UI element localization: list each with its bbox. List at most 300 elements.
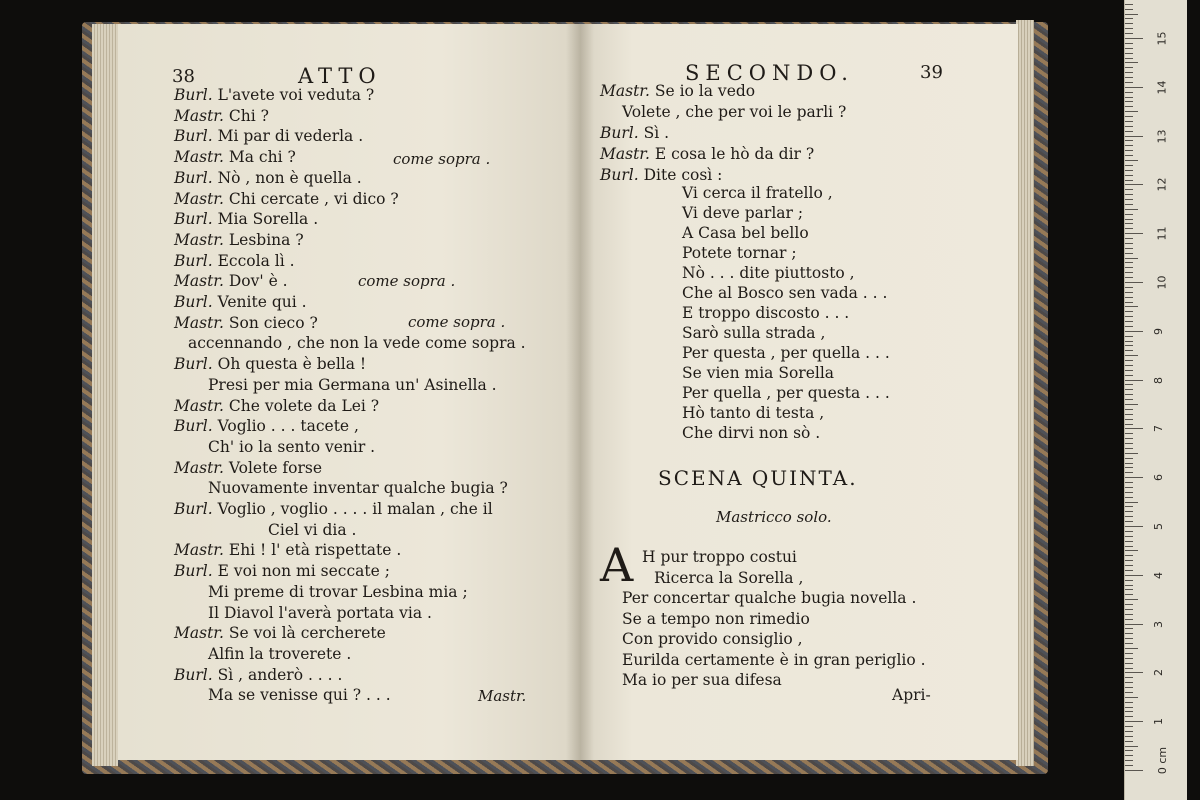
- ruler-tick: [1125, 511, 1133, 512]
- ruler-tick: [1125, 267, 1133, 268]
- ruler-number: 6: [1152, 474, 1165, 482]
- speaker-name: Mastr.: [174, 313, 224, 332]
- speaker-name: Mastr.: [174, 541, 224, 560]
- play-line: [174, 355, 366, 373]
- ruler-unit-label: 0 cm: [1156, 746, 1170, 775]
- ruler-tick: [1125, 668, 1133, 669]
- play-line: [174, 190, 399, 208]
- dialogue-text: Ciel vi dia .: [268, 520, 357, 539]
- play-line: [174, 210, 318, 228]
- dialogue-text: Mia Sorella .: [217, 210, 319, 229]
- ruler-tick: [1125, 472, 1133, 473]
- ruler-tick: [1125, 297, 1133, 298]
- play-line: [174, 500, 493, 518]
- ruler-tick: [1125, 345, 1133, 346]
- ruler-tick: [1125, 438, 1133, 439]
- ruler-tick: [1125, 4, 1133, 5]
- ruler-tick: [1125, 150, 1133, 151]
- ruler-tick: [1125, 131, 1133, 132]
- ruler-tick: [1125, 184, 1143, 185]
- ruler-tick: [1125, 67, 1133, 68]
- ruler-tick: [1125, 194, 1133, 195]
- play-line: [208, 438, 375, 456]
- song-line: Sarò sulla strada ,: [682, 324, 826, 342]
- ruler-tick: [1125, 736, 1133, 737]
- ruler-tick: [1125, 170, 1133, 171]
- play-line: [268, 521, 357, 539]
- speaker-name: Mastr.: [174, 396, 224, 415]
- ruler-tick: [1125, 550, 1138, 551]
- play-line: [622, 103, 846, 121]
- ruler-tick: [1125, 628, 1133, 629]
- speaker-name: Burl.: [174, 562, 213, 581]
- ruler-tick: [1125, 546, 1133, 547]
- play-line: [174, 169, 362, 187]
- page-number: 39: [920, 62, 943, 83]
- dialogue-text: Sì , anderò . . . .: [217, 665, 343, 684]
- ruler-tick: [1125, 741, 1133, 742]
- ruler-number: 15: [1155, 31, 1169, 46]
- ruler-tick: [1125, 219, 1133, 220]
- ruler-tick: [1125, 82, 1133, 83]
- ruler-tick: [1125, 399, 1133, 400]
- ruler-tick: [1125, 692, 1133, 693]
- ruler-tick: [1125, 33, 1133, 34]
- stage-direction: come sopra .: [408, 313, 506, 331]
- ruler-tick: [1125, 682, 1133, 683]
- ruler-tick: [1125, 180, 1133, 181]
- monologue-line: Con provido consiglio ,: [622, 630, 803, 648]
- ruler-tick: [1125, 199, 1133, 200]
- ruler-tick: [1125, 726, 1133, 727]
- ruler-tick: [1125, 9, 1133, 10]
- dialogue-text: Ehi ! l' età rispettate .: [228, 541, 402, 560]
- dialogue-text: Chi ?: [228, 106, 269, 125]
- dialogue-text: Alfin la troverete .: [208, 644, 352, 663]
- ruler-tick: [1125, 482, 1133, 483]
- ruler-tick: [1125, 555, 1133, 556]
- ruler-tick: [1125, 492, 1133, 493]
- play-line: [208, 645, 351, 663]
- ruler-tick: [1125, 467, 1133, 468]
- play-line: [600, 166, 722, 184]
- speaker-name: Burl.: [174, 417, 213, 436]
- ruler-tick: [1125, 384, 1133, 385]
- ruler-tick: [1125, 77, 1133, 78]
- ruler-number: 10: [1155, 275, 1169, 290]
- ruler-tick: [1125, 262, 1133, 263]
- ruler-tick: [1125, 43, 1133, 44]
- ruler-tick: [1125, 238, 1133, 239]
- ruler-tick: [1125, 155, 1133, 156]
- play-line: [208, 479, 508, 497]
- play-line: [174, 252, 295, 270]
- song-line: A Casa bel bello: [682, 224, 809, 242]
- ruler-tick: [1125, 433, 1133, 434]
- dialogue-text: Lesbina ?: [228, 230, 304, 249]
- ruler-tick: [1125, 541, 1133, 542]
- dialogue-text: Oh questa è bella !: [217, 355, 367, 374]
- ruler-tick: [1125, 575, 1143, 576]
- ruler-tick: [1125, 716, 1133, 717]
- ruler-tick: [1125, 160, 1138, 161]
- play-line: [174, 666, 342, 684]
- ruler-tick: [1125, 409, 1133, 410]
- speaker-name: Burl.: [174, 293, 213, 311]
- ruler-number: 14: [1155, 80, 1169, 95]
- stage-direction: come sopra .: [393, 150, 491, 168]
- ruler-tick: [1125, 672, 1143, 673]
- ruler-tick: [1125, 48, 1133, 49]
- ruler-tick: [1125, 375, 1133, 376]
- ruler-tick: [1125, 126, 1133, 127]
- dialogue-text: Mi preme di trovar Lesbina mia ;: [208, 582, 468, 601]
- dialogue-text: Venite qui .: [217, 293, 307, 311]
- ruler-tick: [1125, 97, 1133, 98]
- ruler-tick: [1125, 458, 1133, 459]
- ruler-tick: [1125, 658, 1133, 659]
- stage-direction: come sopra .: [358, 272, 456, 290]
- play-line: [174, 397, 379, 415]
- ruler-tick: [1125, 306, 1138, 307]
- ruler-tick: [1125, 731, 1133, 732]
- speaker-name: Mastr.: [600, 82, 650, 100]
- ruler-tick: [1125, 326, 1133, 327]
- ruler-tick: [1125, 72, 1133, 73]
- dialogue-text: Volete forse: [228, 458, 323, 477]
- ruler-number: 4: [1152, 571, 1165, 579]
- ruler-tick: [1125, 243, 1133, 244]
- ruler-tick: [1125, 521, 1133, 522]
- speaker-name: Burl.: [174, 500, 213, 518]
- dialogue-text: Se voi là cercherete: [228, 624, 386, 643]
- ruler-tick: [1125, 687, 1133, 688]
- play-line: [174, 417, 359, 435]
- ruler-tick: [1125, 463, 1133, 464]
- ruler-tick: [1125, 502, 1138, 503]
- ruler-tick: [1125, 292, 1133, 293]
- ruler-tick: [1125, 253, 1133, 254]
- dialogue-text: L'avete voi veduta ?: [217, 86, 375, 104]
- play-line: [600, 124, 669, 142]
- dialogue-text: Dite così :: [643, 166, 723, 184]
- monologue-line: Se a tempo non rimedio: [622, 609, 810, 628]
- dialogue-text: Ch' io la sento venir .: [208, 437, 376, 456]
- dialogue-text: E voi non mi seccate ;: [217, 562, 390, 581]
- page-edges-right: [1016, 20, 1034, 766]
- running-header: SECONDO.: [685, 61, 854, 85]
- ruler-tick: [1125, 643, 1133, 644]
- ruler-tick: [1125, 531, 1133, 532]
- speaker-name: Burl.: [174, 251, 213, 270]
- ruler-tick: [1125, 648, 1138, 649]
- ruler-tick: [1125, 663, 1133, 664]
- dialogue-text: Ma chi ?: [228, 148, 296, 167]
- ruler-tick: [1125, 145, 1133, 146]
- ruler-tick: [1125, 585, 1133, 586]
- ruler-tick: [1125, 101, 1133, 102]
- play-line: [174, 624, 386, 642]
- monologue-line: H pur troppo costui: [642, 548, 797, 566]
- song-line: Vi cerca il fratello ,: [682, 184, 833, 202]
- speaker-name: Mastr.: [174, 624, 224, 643]
- ruler-tick: [1125, 589, 1133, 590]
- ruler-tick: [1125, 87, 1143, 88]
- dialogue-text: E cosa le hò da dir ?: [654, 145, 815, 163]
- play-line: [174, 459, 322, 477]
- dialogue-text: Son cieco ?: [228, 313, 318, 332]
- song-line: Che al Bosco sen vada . . .: [682, 284, 888, 302]
- speaker-name: Mastr.: [174, 148, 224, 167]
- ruler-tick: [1125, 14, 1138, 15]
- ruler-tick: [1125, 653, 1133, 654]
- ruler-tick: [1125, 526, 1143, 527]
- ruler-tick: [1125, 619, 1133, 620]
- song-line: E troppo discosto . . .: [682, 304, 850, 322]
- dialogue-text: Nuovamente inventar qualche bugia ?: [208, 479, 508, 498]
- dialogue-text: Se io la vedo: [654, 82, 756, 100]
- ruler-tick: [1125, 277, 1133, 278]
- song-line: Hò tanto di testa ,: [682, 404, 825, 422]
- ruler-tick: [1125, 633, 1133, 634]
- book-gutter: [566, 24, 594, 760]
- ruler-tick: [1125, 560, 1133, 561]
- dialogue-text: Dov' è .: [228, 272, 288, 291]
- play-line: [188, 334, 526, 352]
- ruler-tick: [1125, 414, 1133, 415]
- play-line: [174, 541, 401, 559]
- ruler-tick: [1125, 404, 1138, 405]
- play-line: [174, 107, 269, 125]
- speaker-name: Burl.: [174, 355, 213, 374]
- ruler-tick: [1125, 453, 1138, 454]
- ruler-tick: [1125, 233, 1143, 234]
- ruler-tick: [1125, 599, 1138, 600]
- dialogue-text: Volete , che per voi le parli ?: [622, 103, 847, 121]
- ruler-tick: [1125, 565, 1133, 566]
- speaker-name: Mastr.: [600, 145, 650, 163]
- ruler-tick: [1125, 497, 1133, 498]
- speaker-name: Mastr.: [174, 106, 224, 125]
- ruler-number: 8: [1152, 376, 1165, 384]
- ruler-number: 5: [1152, 523, 1165, 530]
- running-header: ATTO: [298, 64, 382, 88]
- catchword: Mastr.: [478, 687, 527, 705]
- ruler-tick: [1125, 175, 1133, 176]
- ruler-tick: [1125, 228, 1133, 229]
- ruler-tick: [1125, 106, 1133, 107]
- ruler-tick: [1125, 760, 1133, 761]
- ruler-tick: [1125, 448, 1133, 449]
- dialogue-text: Sì .: [643, 124, 670, 142]
- dialogue-text: Il Diavol l'averà portata via .: [208, 603, 432, 622]
- speaker-name: Mastr.: [174, 189, 224, 208]
- ruler-tick: [1125, 23, 1133, 24]
- ruler-tick: [1125, 58, 1133, 59]
- ruler-tick: [1125, 443, 1133, 444]
- speaker-name: Burl.: [174, 168, 213, 187]
- ruler-tick: [1125, 477, 1143, 478]
- ruler-tick: [1125, 360, 1133, 361]
- ruler-tick: [1125, 506, 1133, 507]
- dialogue-text: Voglio . . . tacete ,: [217, 417, 359, 436]
- ruler-tick: [1125, 609, 1133, 610]
- speaker-name: Burl.: [174, 86, 213, 104]
- ruler-tick: [1125, 302, 1133, 303]
- speaker-name: Burl.: [174, 127, 213, 146]
- ruler-tick: [1125, 711, 1133, 712]
- speaker-name: Burl.: [174, 665, 213, 684]
- ruler-tick: [1125, 570, 1133, 571]
- song-line: Potete tornar ;: [682, 244, 797, 262]
- play-line: [174, 148, 296, 166]
- ruler-tick: [1125, 272, 1133, 273]
- speaker-name: Mastr.: [174, 272, 224, 291]
- play-line: [174, 127, 363, 145]
- ruler-tick: [1125, 214, 1133, 215]
- play-line: [208, 686, 391, 704]
- ruler-tick: [1125, 140, 1133, 141]
- play-line: [600, 145, 814, 163]
- ruler-tick: [1125, 53, 1133, 54]
- ruler-tick: [1125, 350, 1133, 351]
- ruler-number: 13: [1155, 129, 1169, 144]
- ruler-tick: [1125, 419, 1133, 420]
- measuring-ruler: [1124, 0, 1187, 800]
- ruler-tick: [1125, 394, 1133, 395]
- ruler-tick: [1125, 697, 1138, 698]
- ruler-tick: [1125, 614, 1133, 615]
- ruler-tick: [1125, 38, 1143, 39]
- play-line: [174, 272, 288, 290]
- ruler-number: 2: [1152, 669, 1165, 677]
- ruler-tick: [1125, 750, 1133, 751]
- song-line: Per questa , per quella . . .: [682, 344, 890, 362]
- speaker-name: Mastr.: [174, 230, 224, 249]
- ruler-tick: [1125, 604, 1133, 605]
- ruler-tick: [1125, 248, 1133, 249]
- scene-subtitle: Mastricco solo.: [716, 508, 832, 526]
- monologue-line: Ma io per sua difesa: [622, 671, 782, 689]
- monologue-line: Ricerca la Sorella ,: [654, 568, 804, 587]
- ruler-tick: [1125, 487, 1133, 488]
- left-page: [118, 24, 580, 760]
- ruler-number: 7: [1152, 425, 1165, 433]
- play-line: [174, 231, 304, 249]
- ruler-tick: [1125, 638, 1133, 639]
- play-line: [174, 562, 390, 580]
- song-line: Nò . . . dite piuttosto ,: [682, 264, 855, 282]
- ruler-tick: [1125, 516, 1133, 517]
- scene-title: SCENA QUINTA.: [658, 466, 858, 490]
- ruler-tick: [1125, 580, 1133, 581]
- ruler-tick: [1125, 111, 1138, 112]
- speaker-name: Burl.: [600, 124, 639, 142]
- song-line: Vi deve parlar ;: [682, 204, 804, 222]
- ruler-tick: [1125, 380, 1143, 381]
- ruler-tick: [1125, 321, 1133, 322]
- ruler-tick: [1125, 223, 1133, 224]
- ruler-tick: [1125, 594, 1133, 595]
- ruler-tick: [1125, 28, 1133, 29]
- dialogue-text: Eccola lì .: [217, 251, 295, 270]
- ruler-tick: [1125, 536, 1133, 537]
- ruler-tick: [1125, 370, 1133, 371]
- ruler-tick: [1125, 336, 1133, 337]
- dialogue-text: Chi cercate , vi dico ?: [228, 189, 399, 208]
- dialogue-text: Ma se venisse qui ? . . .: [208, 686, 391, 705]
- page-edges-left: [92, 24, 118, 766]
- dialogue-text: Che volete da Lei ?: [228, 396, 380, 415]
- dialogue-text: Voglio , voglio . . . . il malan , che il: [217, 500, 493, 518]
- ruler-tick: [1125, 746, 1138, 747]
- play-line: [208, 376, 497, 394]
- ruler-tick: [1125, 770, 1143, 771]
- ruler-tick: [1125, 18, 1133, 19]
- ruler-number: 3: [1152, 620, 1165, 628]
- ruler-tick: [1125, 355, 1138, 356]
- speaker-name: Burl.: [174, 210, 213, 229]
- ruler-tick: [1125, 365, 1133, 366]
- ruler-tick: [1125, 92, 1133, 93]
- play-line: [174, 314, 318, 332]
- ruler-tick: [1125, 282, 1143, 283]
- ruler-tick: [1125, 165, 1133, 166]
- song-line: Se vien mia Sorella: [682, 364, 835, 382]
- monologue-line: Eurilda certamente è in gran periglio .: [622, 650, 926, 669]
- ruler-tick: [1125, 204, 1133, 205]
- monologue-line: Per concertar qualche bugia novella .: [622, 589, 917, 607]
- ruler-tick: [1125, 707, 1133, 708]
- right-page: [580, 24, 1018, 760]
- page-number: 38: [172, 66, 195, 87]
- ruler-tick: [1125, 765, 1133, 766]
- ruler-tick: [1125, 189, 1133, 190]
- ruler-tick: [1125, 116, 1133, 117]
- ruler-number: 1: [1152, 718, 1165, 726]
- dialogue-text: Nò , non è quella .: [217, 168, 362, 187]
- dialogue-text: Presi per mia Germana un' Asinella .: [208, 375, 497, 394]
- ruler-tick: [1125, 287, 1133, 288]
- ruler-number: 11: [1155, 226, 1169, 241]
- ruler-tick: [1125, 428, 1143, 429]
- ruler-tick: [1125, 258, 1138, 259]
- ruler-tick: [1125, 316, 1133, 317]
- play-line: [208, 604, 432, 622]
- ruler-tick: [1125, 331, 1143, 332]
- dialogue-text: accennando , che non la vede come sopra .: [188, 334, 526, 353]
- catchword: Apri-: [892, 686, 931, 704]
- ruler-tick: [1125, 721, 1143, 722]
- ruler-tick: [1125, 136, 1143, 137]
- ruler-number: 12: [1155, 177, 1169, 192]
- ruler-tick: [1125, 209, 1138, 210]
- ruler-tick: [1125, 62, 1138, 63]
- ruler-tick: [1125, 121, 1133, 122]
- ruler-tick: [1125, 624, 1143, 625]
- ruler-tick: [1125, 389, 1133, 390]
- play-line: [600, 82, 755, 100]
- drop-cap: A: [600, 538, 634, 592]
- ruler-tick: [1125, 755, 1133, 756]
- ruler-tick: [1125, 424, 1133, 425]
- song-line: Che dirvi non sò .: [682, 424, 821, 442]
- ruler-tick: [1125, 677, 1133, 678]
- ruler-number: 9: [1152, 327, 1165, 335]
- ruler-tick: [1125, 311, 1133, 312]
- play-line: [174, 86, 374, 104]
- song-line: Per quella , per questa . . .: [682, 384, 890, 402]
